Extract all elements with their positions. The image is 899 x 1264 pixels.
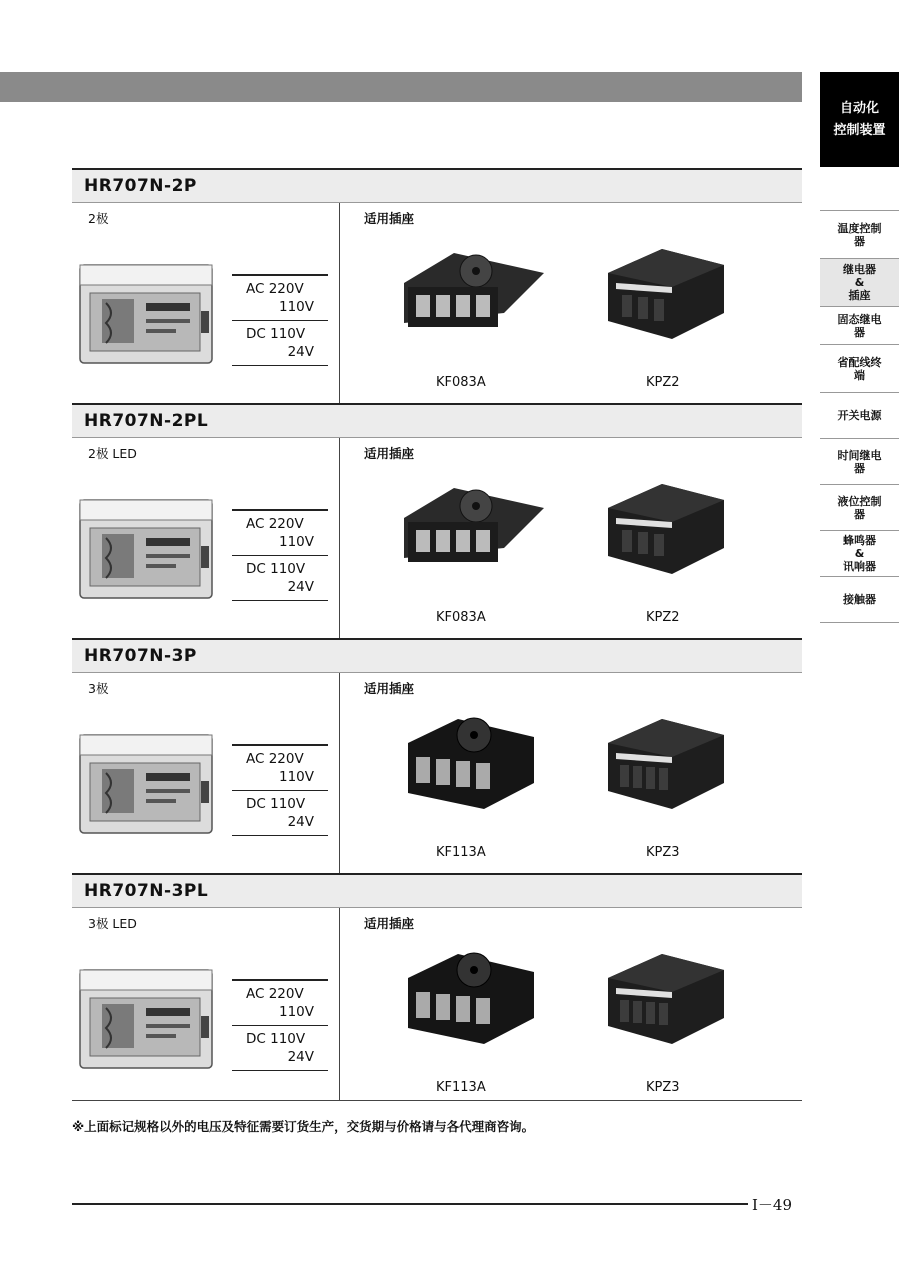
socket-kf-image bbox=[394, 948, 546, 1048]
ac-label: AC 220V bbox=[246, 985, 304, 1002]
dc-label: DC 110V bbox=[246, 795, 306, 812]
socket1-name: KF113A bbox=[436, 1080, 486, 1095]
section-body bbox=[72, 438, 802, 638]
pole-label: 3极 LED bbox=[88, 916, 137, 931]
voltage-table bbox=[232, 274, 328, 366]
sidenav-item-temperature-controller[interactable]: 温度控制 器 bbox=[820, 210, 899, 258]
dc-voltage bbox=[232, 791, 328, 835]
socket-kpz-image bbox=[602, 478, 730, 578]
dc-voltage bbox=[232, 1026, 328, 1070]
sidenav-item-level-controller[interactable]: 液位控制 器 bbox=[820, 484, 899, 530]
dc-label: DC 110V bbox=[246, 325, 306, 342]
section-title: HR707N-2P bbox=[72, 168, 802, 203]
sidenav-item-solid-state-relay[interactable]: 固态继电 器 bbox=[820, 306, 899, 344]
dc-label: DC 110V bbox=[246, 560, 306, 577]
socket-kf-image bbox=[394, 478, 546, 578]
dc-voltage bbox=[232, 556, 328, 600]
pole-label: 2极 LED bbox=[88, 446, 137, 461]
ac-value: 110V bbox=[278, 533, 314, 550]
ac-voltage bbox=[232, 981, 328, 1025]
sidenav-end-rule bbox=[820, 622, 899, 623]
dc-label: DC 110V bbox=[246, 1030, 306, 1047]
ac-voltage bbox=[232, 746, 328, 790]
socket-kf-image bbox=[394, 243, 546, 343]
socket1-name: KF083A bbox=[436, 610, 486, 625]
dc-value: 24V bbox=[287, 343, 314, 360]
relay-image bbox=[76, 494, 216, 604]
dc-value: 24V bbox=[287, 578, 314, 595]
socket-kf-image bbox=[394, 713, 546, 813]
voltage-table bbox=[232, 509, 328, 601]
ac-value: 110V bbox=[278, 1003, 314, 1020]
product-section bbox=[72, 638, 802, 873]
relay-image bbox=[76, 259, 216, 369]
sidenav-item-timer-relay[interactable]: 时间继电 器 bbox=[820, 438, 899, 484]
relay-image bbox=[76, 964, 216, 1074]
ac-label: AC 220V bbox=[246, 280, 304, 297]
pole-label: 3极 bbox=[88, 681, 109, 696]
ac-label: AC 220V bbox=[246, 750, 304, 767]
section-title: HR707N-3PL bbox=[72, 873, 802, 908]
voltage-rule bbox=[232, 1070, 328, 1072]
sidenav-item-buzzer[interactable]: 蜂鸣器 & 讯响器 bbox=[820, 530, 899, 576]
socket-title: 适用插座 bbox=[364, 681, 415, 696]
sidenav-item-terminal[interactable]: 省配线终 端 bbox=[820, 344, 899, 392]
footer-rule bbox=[72, 1203, 748, 1205]
voltage-rule bbox=[232, 600, 328, 602]
section-body bbox=[72, 908, 802, 1101]
section-title: HR707N-2PL bbox=[72, 403, 802, 438]
category-tab-line1: 自动化 bbox=[839, 100, 879, 116]
sidenav-item-relay-socket[interactable]: 继电器 & 插座 bbox=[820, 258, 899, 306]
dc-value: 24V bbox=[287, 813, 314, 830]
socket1-name: KF083A bbox=[436, 375, 486, 390]
category-tab-line2: 控制装置 bbox=[833, 122, 886, 138]
voltage-rule bbox=[232, 365, 328, 367]
socket2-name: KPZ2 bbox=[646, 375, 680, 390]
column-divider bbox=[339, 908, 340, 1101]
ac-voltage bbox=[232, 511, 328, 555]
relay-image bbox=[76, 729, 216, 839]
socket2-name: KPZ2 bbox=[646, 610, 680, 625]
table-bottom-rule bbox=[72, 1100, 802, 1101]
socket-kpz-image bbox=[602, 948, 730, 1048]
section-body bbox=[72, 673, 802, 873]
side-navigation bbox=[820, 210, 899, 623]
voltage-table bbox=[232, 744, 328, 836]
dc-value: 24V bbox=[287, 1048, 314, 1065]
column-divider bbox=[339, 438, 340, 638]
footnote: ※上面标记规格以外的电压及特征需要订货生产，交货期与价格请与各代理商咨询。 bbox=[72, 1119, 535, 1134]
voltage-table bbox=[232, 979, 328, 1071]
column-divider bbox=[339, 673, 340, 873]
column-divider bbox=[339, 203, 340, 403]
dc-voltage bbox=[232, 321, 328, 365]
section-body bbox=[72, 203, 802, 403]
sidenav-item-contactor[interactable]: 接触器 bbox=[820, 576, 899, 622]
ac-value: 110V bbox=[278, 768, 314, 785]
header-bar bbox=[0, 72, 802, 102]
section-title: HR707N-3P bbox=[72, 638, 802, 673]
ac-value: 110V bbox=[278, 298, 314, 315]
socket2-name: KPZ3 bbox=[646, 845, 680, 860]
product-section bbox=[72, 873, 802, 1101]
sidenav-item-power-supply[interactable]: 开关电源 bbox=[820, 392, 899, 438]
socket-title: 适用插座 bbox=[364, 446, 415, 461]
ac-label: AC 220V bbox=[246, 515, 304, 532]
socket-kpz-image bbox=[602, 243, 730, 343]
pole-label: 2极 bbox=[88, 211, 109, 226]
socket1-name: KF113A bbox=[436, 845, 486, 860]
socket2-name: KPZ3 bbox=[646, 1080, 680, 1095]
page-number: I－49 bbox=[752, 1196, 793, 1214]
product-section bbox=[72, 403, 802, 638]
voltage-rule bbox=[232, 835, 328, 837]
socket-title: 适用插座 bbox=[364, 916, 415, 931]
product-section bbox=[72, 168, 802, 403]
socket-title: 适用插座 bbox=[364, 211, 415, 226]
category-tab[interactable] bbox=[820, 72, 899, 167]
socket-kpz-image bbox=[602, 713, 730, 813]
ac-voltage bbox=[232, 276, 328, 320]
